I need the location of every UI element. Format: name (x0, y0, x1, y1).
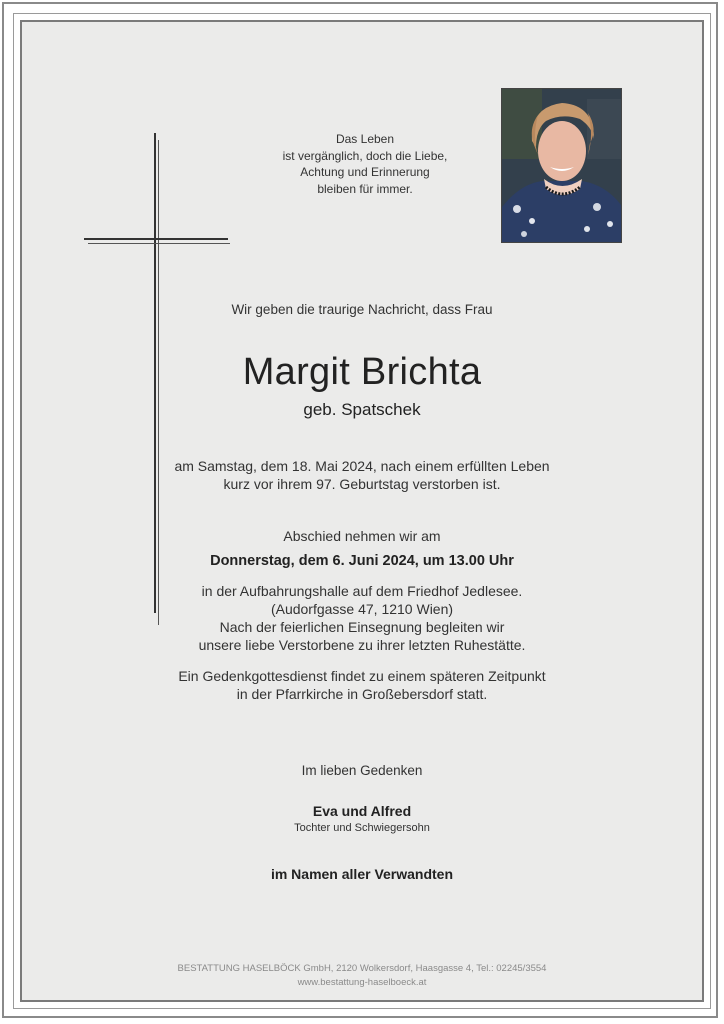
death-notice (0, 457, 724, 493)
footer-website: www.bestattung-haselboeck.at (297, 977, 427, 988)
cross-icon-horizontal (84, 238, 228, 240)
funeral-detail-line: Nach der feierlichen Einsegnung begleiten wir (219, 619, 505, 635)
death-notice-line: kurz vor ihrem 97. Geburtstag verstorben ist. (223, 476, 501, 492)
quote-line: Das Leben (335, 132, 395, 146)
funeral-details (0, 582, 724, 654)
funeral-detail-line: unsere liebe Verstorbene zu ihrer letzten Ruhestätte. (198, 637, 526, 653)
mourner-names: Eva und Alfred (312, 803, 412, 819)
portrait-photo (501, 88, 622, 243)
memorial-service-line: Ein Gedenkgottesdienst findet zu einem späteren Zeitpunkt (178, 668, 546, 684)
quote-line: Achtung und Erinnerung (300, 165, 430, 179)
family-signoff: im Namen aller Verwandten (270, 866, 454, 882)
deceased-name: Margit Brichta (242, 351, 482, 393)
footer-company: BESTATTUNG HASELBÖCK GmbH, 2120 Wolkersdorf, Haasgasse 4, Tel.: 02245/3554 (177, 963, 547, 974)
in-memory-text: Im lieben Gedenken (301, 763, 423, 778)
death-notice-line: am Samstag, dem 18. Mai 2024, nach einem erfüllten Leben (174, 458, 550, 474)
maiden-name: geb. Spatschek (303, 400, 421, 419)
quote-line: ist vergänglich, doch die Liebe, (282, 148, 448, 163)
funeral-date: Donnerstag, dem 6. Juni 2024, um 13.00 Uhr (210, 553, 514, 569)
quote-line: bleiben für immer. (317, 181, 413, 196)
memorial-quote (260, 131, 470, 197)
farewell-heading: Abschied nehmen wir am (283, 528, 441, 544)
mourner-relation: Tochter und Schwiegersohn (294, 822, 430, 834)
memorial-service-line: in der Pfarrkirche in Großebersdorf statt. (236, 686, 488, 702)
intro-text: Wir geben die traurige Nachricht, dass Frau (231, 302, 493, 317)
memorial-service (0, 667, 724, 703)
cross-icon-shadow-horizontal (88, 243, 230, 244)
funeral-detail-line: (Audorfgasse 47, 1210 Wien) (270, 601, 454, 617)
funeral-detail-line: in der Aufbahrungshalle auf dem Friedhof Jedlesee. (201, 583, 523, 599)
